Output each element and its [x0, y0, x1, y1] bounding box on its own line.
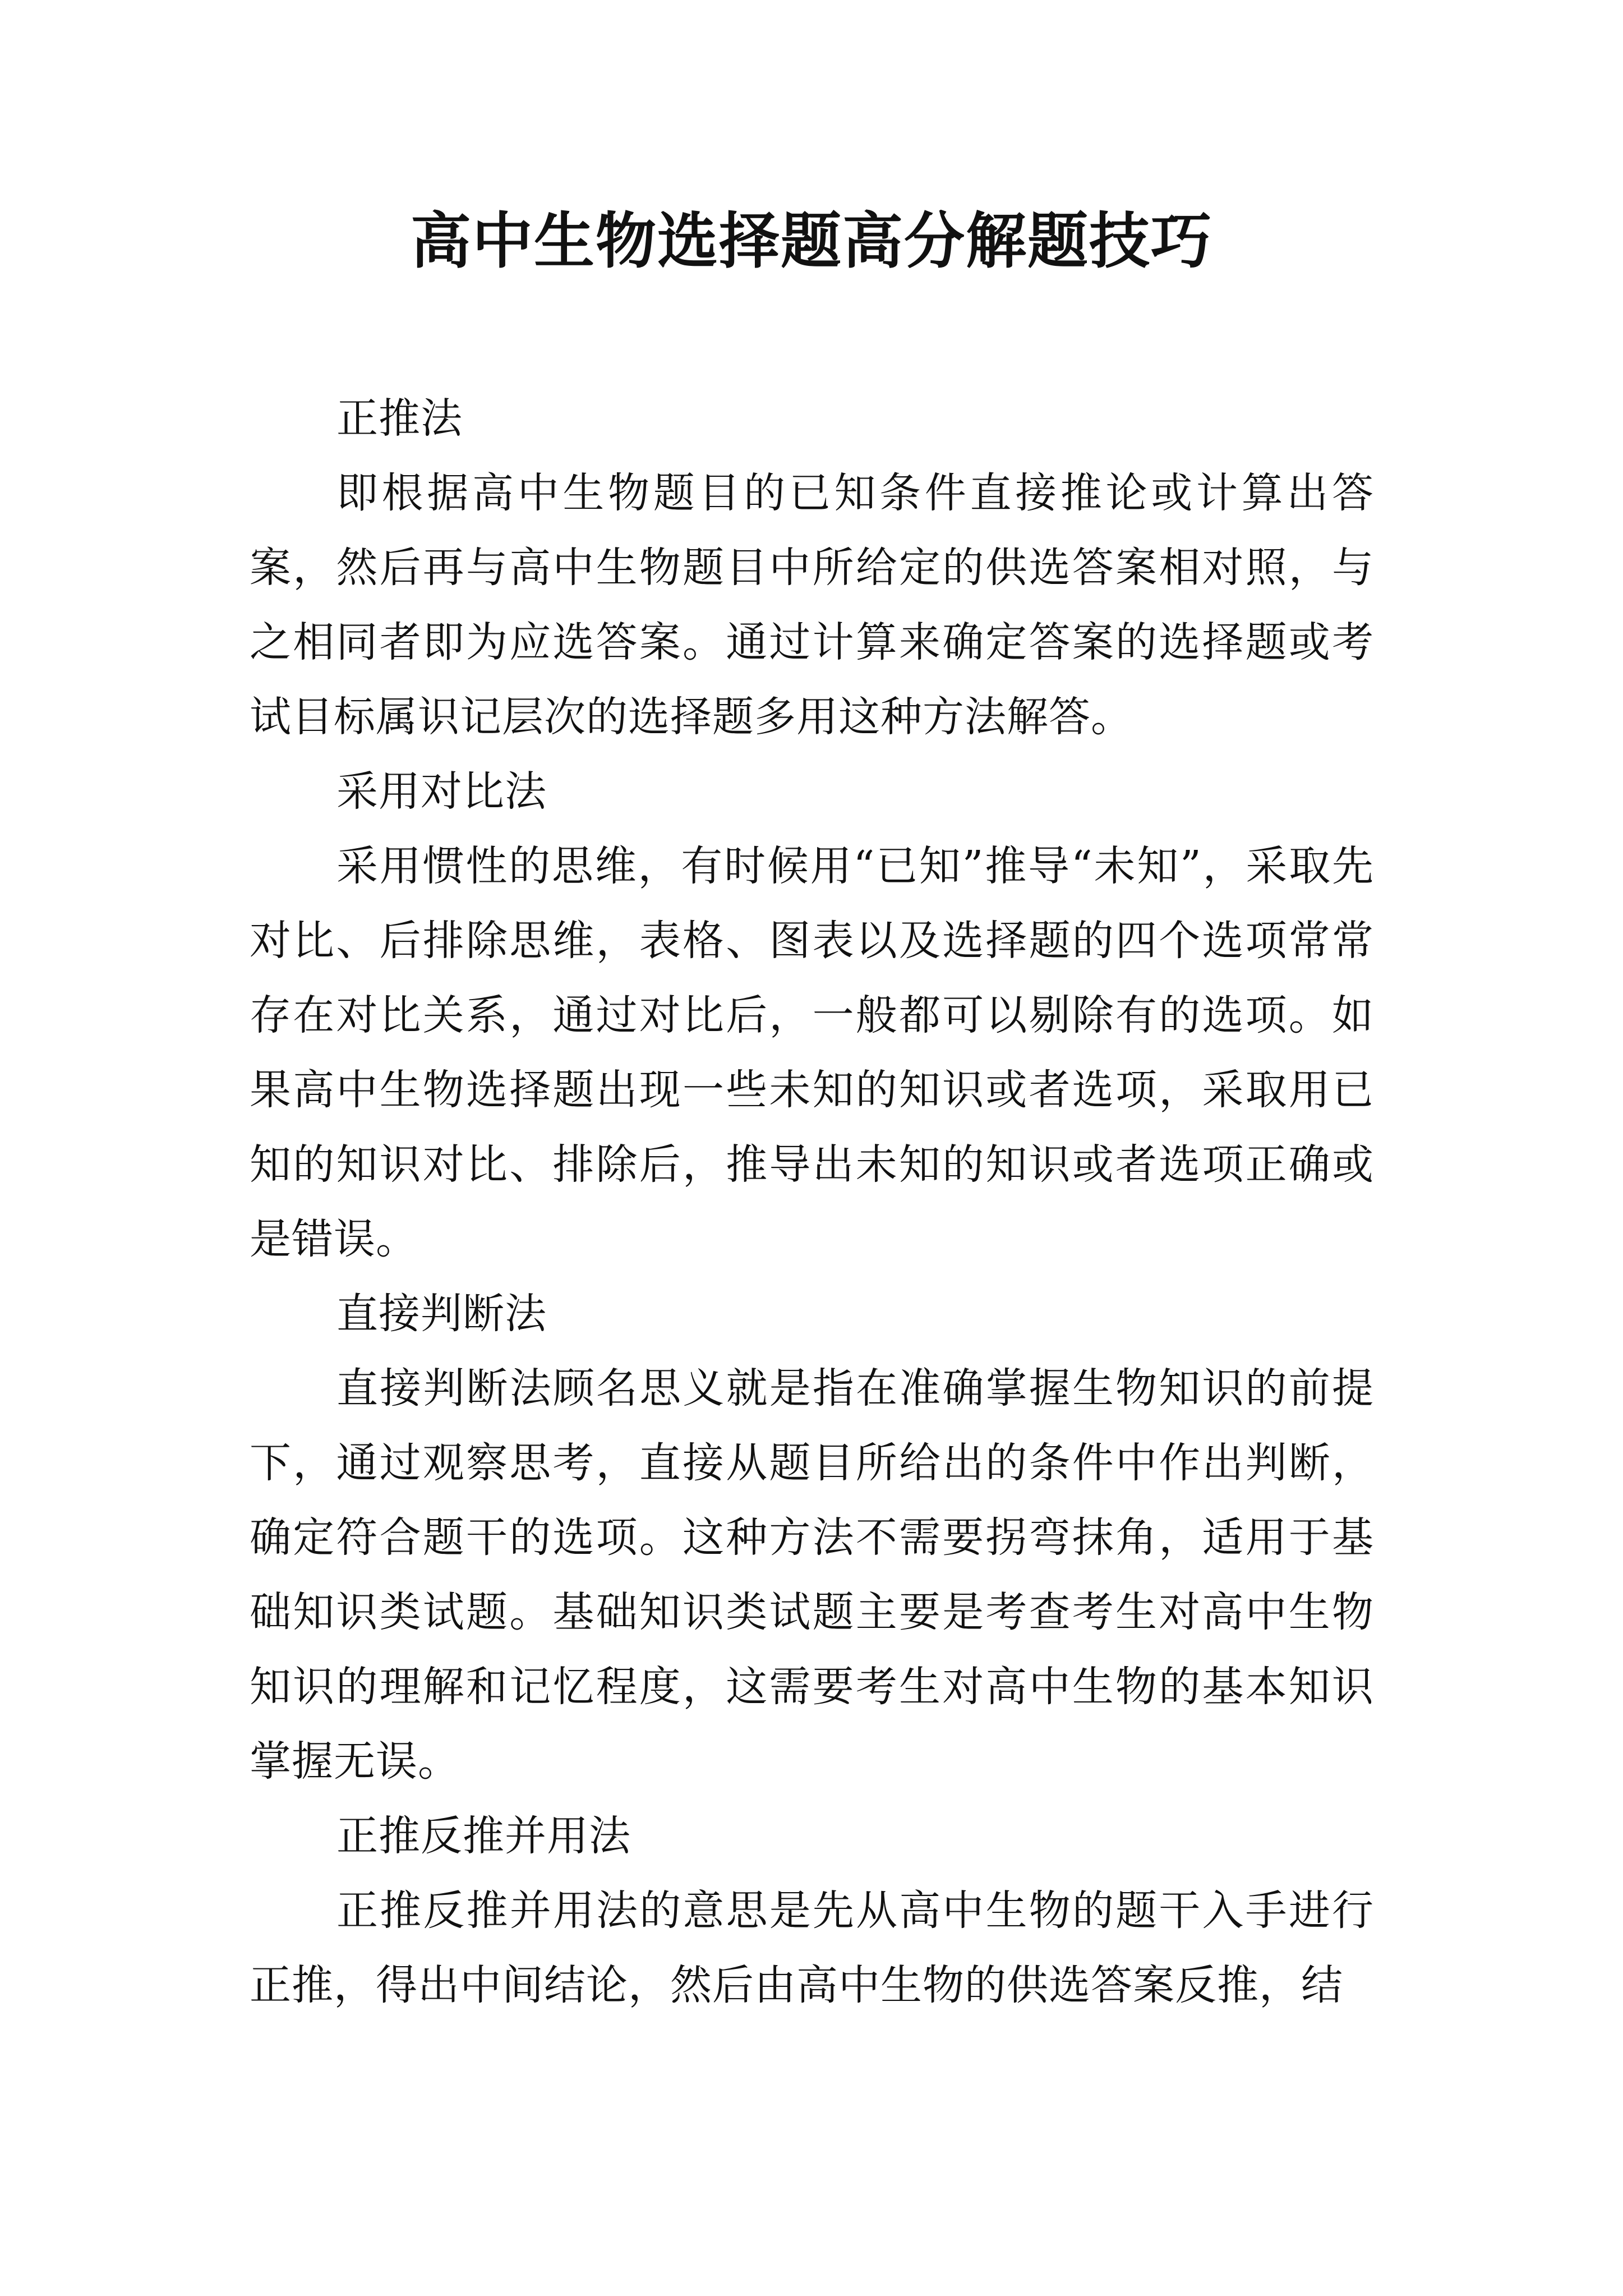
document-title: 高中生物选择题高分解题技巧	[410, 206, 1212, 277]
section-heading-comparison: 采用对比法	[336, 767, 547, 816]
section-paragraph-direct-judgment: 直接判断法顾名思义就是指在准确掌握生物知识的前提下，通过观察思考，直接从题目所给出的条件中作出判断，确定符合题干的选项。这种方法不需要拐弯抹角，适用于基础知识类试题。基础知识类试题主要是考查考生对高中生物知识的理解和记忆程度，这需要考生对高中生物的基本知识掌握无误。	[250, 1364, 1374, 1786]
section-paragraph-comparison: 采用惯性的思维，有时候用“已知”推导“未知”，采取先对比、后排除思维，表格、图表以及选择题的四个选项常常存在对比关系，通过对比后，一般都可以剔除有的选项。如果高中生物选择题出现一些未知的知识或者选项，采取用已知的知识对比、排除后，推导出未知的知识或者选项正确或是错误。	[250, 842, 1374, 1263]
section-heading-forward-backward: 正推反推并用法	[336, 1812, 631, 1860]
section-heading-direct-judgment: 直接判断法	[336, 1290, 547, 1338]
section-heading-forward-reasoning: 正推法	[336, 394, 463, 443]
section-paragraph-forward-reasoning: 即根据高中生物题目的已知条件直接推论或计算出答案，然后再与高中生物题目中所给定的供选答案相对照，与之相同者即为应选答案。通过计算来确定答案的选择题或考试目标属识记层次的选择题多用这种方法解答。	[250, 469, 1374, 741]
document-body	[250, 381, 1374, 2023]
section-paragraph-forward-backward: 正推反推并用法的意思是先从高中生物的题干入手进行正推，得出中间结论，然后由高中生物的供选答案反推，结	[250, 1887, 1374, 2009]
